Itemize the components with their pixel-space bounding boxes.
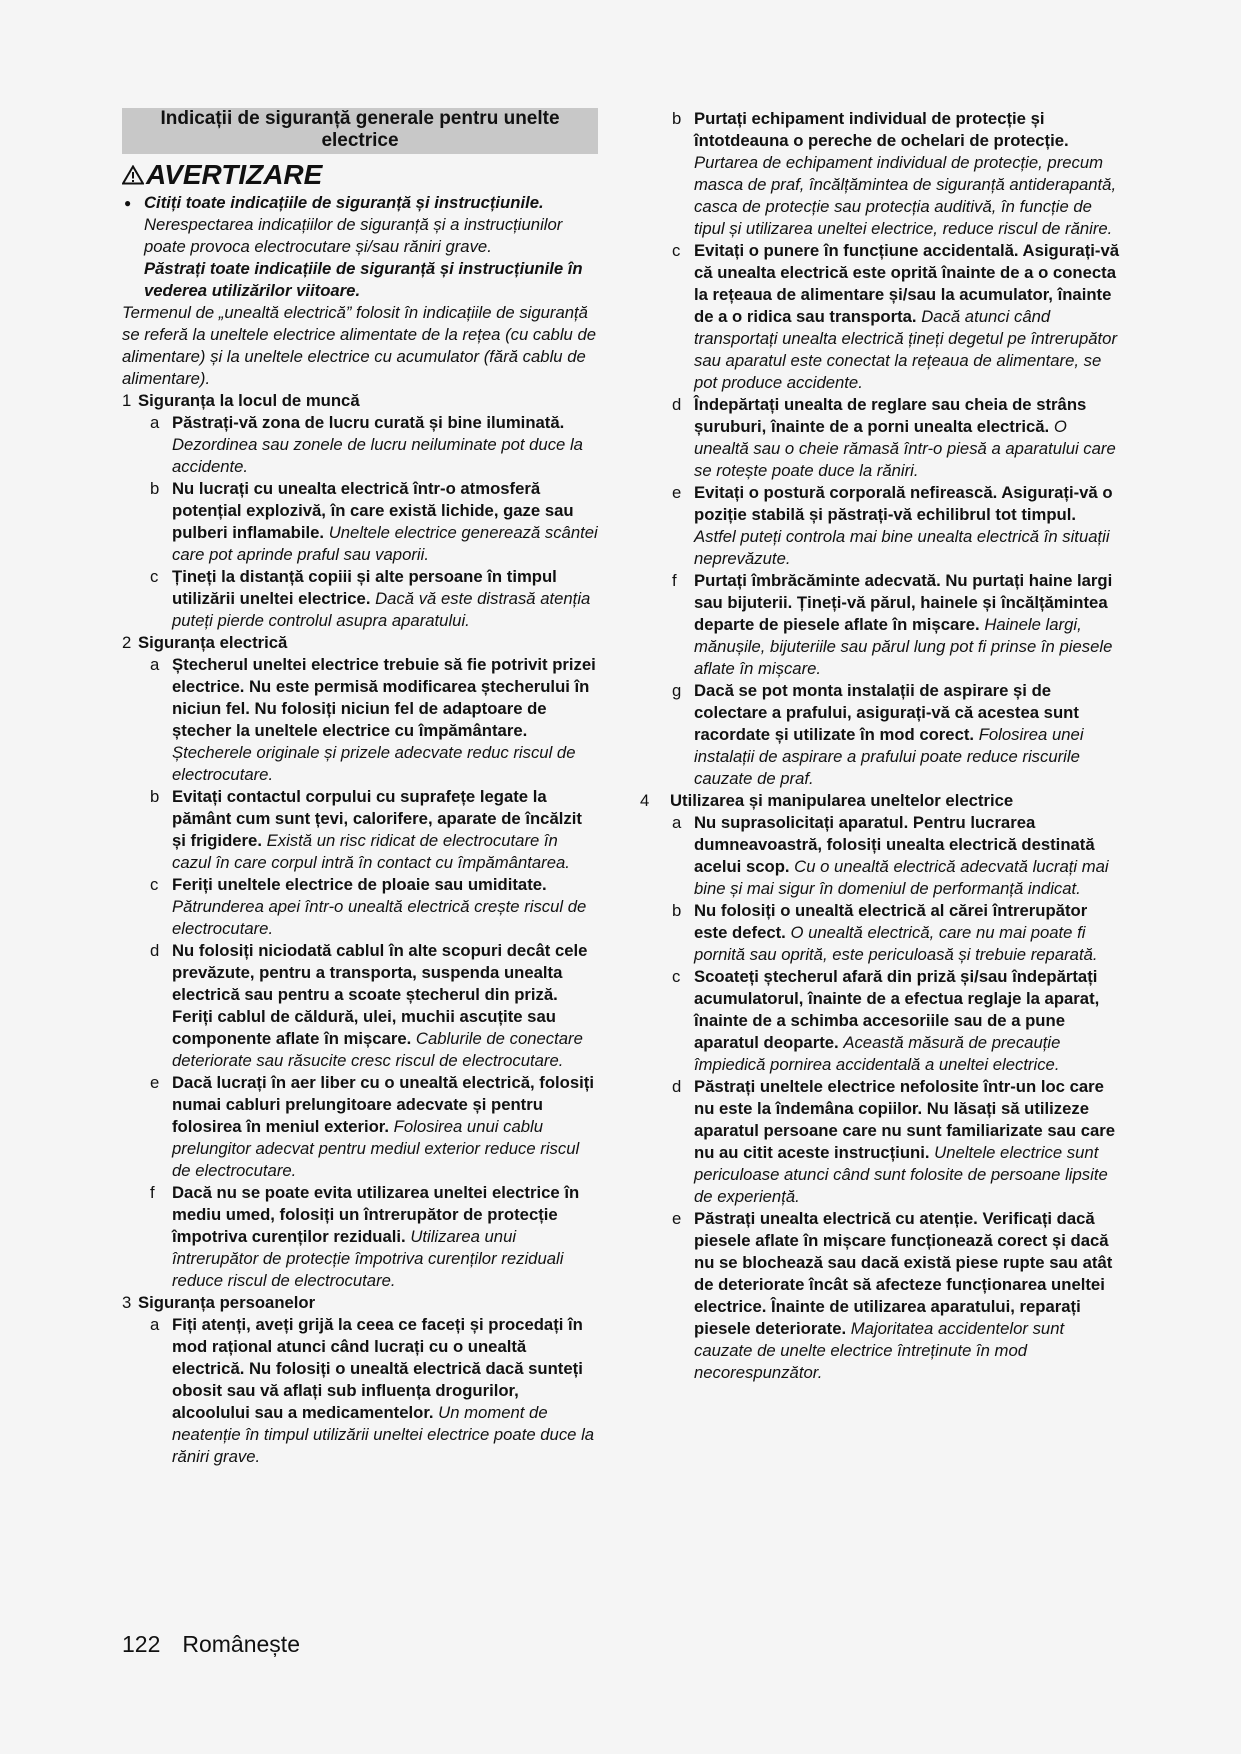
section-title: Siguranța la locul de muncă — [138, 391, 360, 410]
item-bold-text: Evitați o punere în funcțiune accidentală. Asigurați-vă că unealta electrică este oprită înainte de a o conecta la rețeaua de alimentare și/sau la acumulator, înainte de a o ridica sau transporta. — [694, 241, 1120, 326]
item-bold-text: Evitați contactul corpului cu suprafețe legate la pământ cum sunt țevi, calorifere, aparate de încălzit și frigidere. — [172, 787, 582, 850]
item-letter: b — [150, 479, 160, 498]
item-bold-text: Dacă nu se poate evita utilizarea uneltei electrice în mediu umed, folosiți un întrerupător de protecție împotriva curenților reziduali. — [172, 1183, 580, 1246]
bullet-dot-icon: ● — [124, 196, 132, 210]
item-text: Dacă vă este distrasă atenția puteți pierde controlul asupra aparatului. — [172, 589, 591, 630]
item-letter: b — [150, 787, 160, 806]
list-item — [672, 966, 1122, 1076]
warning-title — [122, 158, 598, 192]
item-letter: e — [150, 1073, 160, 1092]
item-text: Uneltele electrice sunt periculoase atunci când sunt folosite de persoane lipsite de experiență. — [694, 1143, 1108, 1206]
list-item — [672, 680, 1122, 790]
item-letter: f — [672, 571, 677, 590]
bullet-text: Nerespectarea indicațiilor de siguranță și a instrucțiunilor poate provoca electrocutare și/sau răniri grave. — [144, 215, 563, 256]
item-bold-text: Dacă lucrați în aer liber cu o unealtă electrică, folosiți numai cabluri prelungitoare adecvate și pentru folosirea în meniul exterior. — [172, 1073, 594, 1136]
section-4 — [640, 790, 1122, 812]
list-item — [150, 412, 598, 478]
item-bold-text: Ștecherul uneltei electrice trebuie să fie potrivit prizei electrice. Nu este permisă modificarea ștecherului în niciun fel. Nu folosiți niciun fel de adaptoare de ștecher la uneltele electrice cu împământare. — [172, 655, 596, 740]
list-item — [150, 874, 598, 940]
page-number: 122 — [122, 1631, 161, 1657]
right-column — [640, 108, 1122, 1384]
item-bold-text: Nu folosiți niciodată cablul în alte scopuri decât cele prevăzute, pentru a transporta, suspenda unealta electrică sau pentru a scoate ștecherul din priză. Feriți cablul de căldură, ulei, muchii ascuțite sau componente aflate în mișcare. — [172, 941, 588, 1048]
item-text: Un moment de neatenție în timpul utilizării uneltei electrice poate duce la răniri grave. — [172, 1403, 595, 1466]
item-bold-text: Nu suprasolicitați aparatul. Pentru lucrarea dumneavoastră, folosiți unealta electrică destinată acelui scop. — [694, 813, 1095, 876]
item-bold-text: Purtați echipament individual de protecție și întotdeauna o pereche de ochelari de protecție. — [694, 109, 1069, 150]
item-letter: c — [672, 241, 681, 260]
item-letter: g — [672, 681, 682, 700]
item-letter: d — [672, 1077, 682, 1096]
item-letter: f — [150, 1183, 155, 1202]
list-item — [150, 1314, 598, 1468]
list-item — [672, 812, 1122, 900]
list-item — [150, 1072, 598, 1182]
item-bold-text: Îndepărtați unealta de reglare sau cheia de strâns șuruburi, înainte de a porni unealta electrică. — [694, 395, 1087, 436]
item-letter: a — [672, 813, 682, 832]
section-2 — [122, 632, 598, 654]
list-item — [672, 482, 1122, 570]
section-number: 2 — [122, 633, 132, 652]
item-text: Pătrunderea apei într-o unealtă electrică crește riscul de electrocutare. — [172, 897, 587, 938]
list-item — [150, 1182, 598, 1292]
bullet-bold-text-2: Păstrați toate indicațiile de siguranță și instrucțiunile în vederea utilizărilor viitoare. — [144, 259, 583, 300]
list-item — [672, 108, 1122, 240]
left-column — [122, 108, 598, 1468]
page-language: Românește — [182, 1631, 300, 1657]
item-letter: a — [150, 413, 160, 432]
section-heading: Indicații de siguranță generale pentru unelte electrice — [122, 108, 598, 154]
list-item — [672, 570, 1122, 680]
bullet-bold-text: Citiți toate indicațiile de siguranță și instrucțiunile. — [144, 193, 544, 212]
item-letter: c — [150, 875, 159, 894]
list-item — [150, 940, 598, 1072]
item-bold-text: Scoateți ștecherul afară din priză și/sau îndepărtați acumulatorul, înainte de a efectua reglaje la aparat, înainte de a schimba accesoriile sau de a pune aparatul deoparte. — [694, 967, 1100, 1052]
item-text: Uneltele electrice generează scântei care pot aprinde praful sau vaporii. — [172, 523, 598, 564]
item-text: Purtarea de echipament individual de protecție, precum masca de praf, încălțămintea de siguranță antiderapantă, casca de protecție sau protecția auditivă, în funcție de tipul și utilizarea uneltei electrice, reduce riscul de rănire. — [694, 153, 1117, 238]
item-letter: a — [150, 655, 160, 674]
item-text: Hainele largi, mănușile, bijuteriile sau părul lung pot fi prinse în piesele aflate în mișcare. — [694, 615, 1113, 678]
list-item — [150, 566, 598, 632]
list-item — [150, 478, 598, 566]
warning-title-text: AVERTIZARE — [146, 159, 323, 190]
section-1 — [122, 390, 598, 412]
item-text: O unealtă sau o cheie rămasă într-o piesă a aparatului care se rotește poate duce la răniri. — [694, 417, 1116, 480]
item-letter: d — [150, 941, 160, 960]
item-letter: a — [150, 1315, 160, 1334]
section-number: 4 — [640, 791, 650, 810]
item-text: Folosirea unui cablu prelungitor adecvat pentru mediul exterior reduce riscul de electrocutare. — [172, 1117, 580, 1180]
list-item — [672, 1208, 1122, 1384]
section-3 — [122, 1292, 598, 1314]
item-bold-text: Păstrați unealta electrică cu atenție. Verificați dacă piesele aflate în mișcare funcționează corect și dacă nu se blochează sau dacă există piese rupte sau atât de deteriorate încât să afecteze funcționarea uneltei electrice. Înainte de utilizarea aparatului, reparați piesele deteriorate. — [694, 1209, 1113, 1338]
item-bold-text: Nu lucrați cu unealta electrică într-o atmosferă potențial explozivă, în care există lichide, gaze sau pulberi inflamabile. — [172, 479, 574, 542]
item-bold-text: Țineți la distanță copiii și alte persoane în timpul utilizării uneltei electrice. — [172, 567, 557, 608]
list-item — [672, 240, 1122, 394]
item-text: Astfel puteți controla mai bine unealta electrică în situații neprevăzute. — [694, 527, 1110, 568]
section-number: 1 — [122, 391, 132, 410]
item-text: Dezordinea sau zonele de lucru neiluminate pot duce la accidente. — [172, 435, 583, 476]
item-letter: c — [672, 967, 681, 986]
item-bold-text: Feriți uneltele electrice de ploaie sau umiditate. — [172, 875, 547, 894]
item-letter: b — [672, 109, 682, 128]
warning-bullet — [122, 192, 598, 302]
item-letter: e — [672, 1209, 682, 1228]
list-item — [672, 394, 1122, 482]
item-bold-text: Purtați îmbrăcăminte adecvată. Nu purtați haine largi sau bijuterii. Țineți-vă părul, hainele și încălțămintea departe de piesele aflate în mișcare. — [694, 571, 1113, 634]
item-text: O unealtă electrică, care nu mai poate fi pornită sau oprită, este periculoasă și trebuie reparată. — [694, 923, 1098, 964]
list-item — [150, 654, 598, 786]
term-definition: Termenul de „unealtă electrică” folosit în indicațiile de siguranță se referă la uneltele electrice alimentate de la rețea (cu cablu de alimentare) și la uneltele electrice cu acumulator (fără cablu de alimentare). — [122, 303, 597, 388]
item-bold-text: Nu folosiți o unealtă electrică al cărei întrerupător este defect. — [694, 901, 1088, 942]
item-text: Această măsură de precauție împiedică pornirea accidentală a uneltei electrice. — [694, 1033, 1061, 1074]
item-letter: c — [150, 567, 159, 586]
item-bold-text: Păstrați uneltele electrice nefolosite într-un loc care nu este la îndemâna copiilor. Nu lăsați să utilizeze aparatul persoane care nu sunt familiarizate sau care nu au citit aceste instrucțiuni. — [694, 1077, 1116, 1162]
item-bold-text: Evitați o postură corporală nefirească. Asigurați-vă o poziție stabilă și păstrați-vă echilibrul tot timpul. — [694, 483, 1113, 524]
item-letter: d — [672, 395, 682, 414]
page-footer — [122, 1630, 322, 1658]
item-bold-text: Păstrați-vă zona de lucru curată și bine iluminată. — [172, 413, 565, 432]
list-item — [672, 1076, 1122, 1208]
section-title: Siguranța persoanelor — [138, 1293, 316, 1312]
item-text: Cu o unealtă electrică adecvată lucrați mai bine și mai sigur în domeniul de performanță indicat. — [694, 857, 1109, 898]
section-number: 3 — [122, 1293, 132, 1312]
warning-triangle-icon — [122, 165, 144, 185]
item-text: Majoritatea accidentelor sunt cauzate de unelte electrice întreținute în mod necorespunzător. — [694, 1319, 1065, 1382]
section-title: Utilizarea și manipularea uneltelor electrice — [670, 791, 1014, 810]
list-item — [150, 786, 598, 874]
item-text: Utilizarea unui întrerupător de protecție împotriva curenților reziduali reduce riscul de electrocutare. — [172, 1227, 564, 1290]
item-letter: e — [672, 483, 682, 502]
item-text: Folosirea unei instalații de aspirare a prafului poate reduce riscurile cauzate de praf. — [694, 725, 1084, 788]
item-letter: b — [672, 901, 682, 920]
section-title: Siguranța electrică — [138, 633, 288, 652]
item-text: Cablurile de conectare deteriorate sau răsucite cresc riscul de electrocutare. — [172, 1029, 583, 1070]
list-item — [672, 900, 1122, 966]
item-text: Dacă atunci când transportați unealta electrică țineți degetul pe întrerupător sau aparatul este conectat la rețeaua de alimentare, se pot produce accidente. — [694, 307, 1118, 392]
item-text: Ștecherele originale și prizele adecvate reduc riscul de electrocutare. — [172, 743, 576, 784]
item-bold-text: Fiți atenți, aveți grijă la ceea ce faceți și procedați în mod rațional atunci când lucrați cu o unealtă electrică. Nu folosiți o unealtă electrică dacă sunteți obosit sau vă aflați sub influența drogurilor, alcoolului sau a medicamentelor. — [172, 1315, 583, 1422]
item-text: Există un risc ridicat de electrocutare în cazul în care corpul intră în contact cu împământarea. — [172, 831, 570, 872]
item-bold-text: Dacă se pot monta instalații de aspirare și de colectare a prafului, asigurați-vă că acestea sunt racordate și utilizate în mod corect. — [694, 681, 1079, 744]
